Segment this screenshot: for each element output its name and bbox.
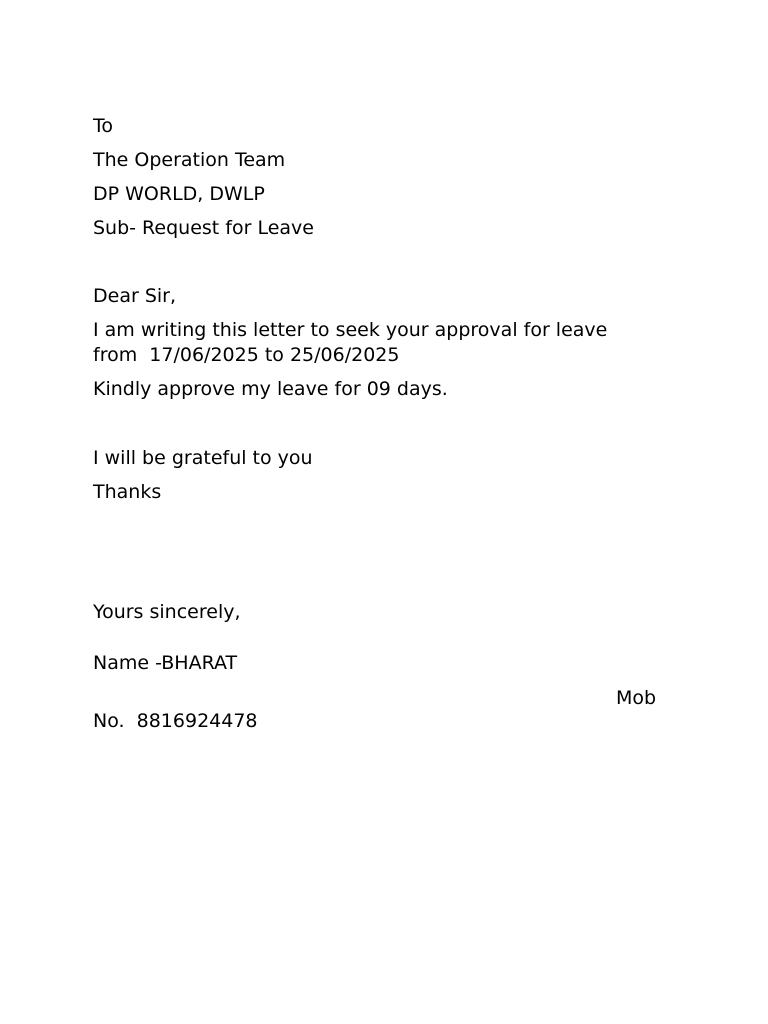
mob-label: Mob: [616, 687, 657, 709]
thanks-line: Thanks: [93, 481, 162, 503]
request-line: Kindly approve my leave for 09 days.: [93, 378, 448, 400]
name-line: Name -BHARAT: [93, 652, 238, 674]
subject-line: Sub- Request for Leave: [93, 217, 314, 239]
salutation: Dear Sir,: [93, 285, 177, 307]
to-line: To: [93, 115, 114, 137]
body-line-2: from 17/06/2025 to 25/06/2025: [93, 344, 400, 366]
body-line-1: I am writing this letter to seek your approval for leave: [93, 319, 608, 341]
mob-number: No. 8816924478: [93, 710, 258, 732]
closing-line: Yours sincerely,: [93, 601, 241, 623]
company-line: DP WORLD, DWLP: [93, 183, 265, 205]
recipient-line: The Operation Team: [93, 149, 286, 171]
gratitude-line: I will be grateful to you: [93, 447, 313, 469]
